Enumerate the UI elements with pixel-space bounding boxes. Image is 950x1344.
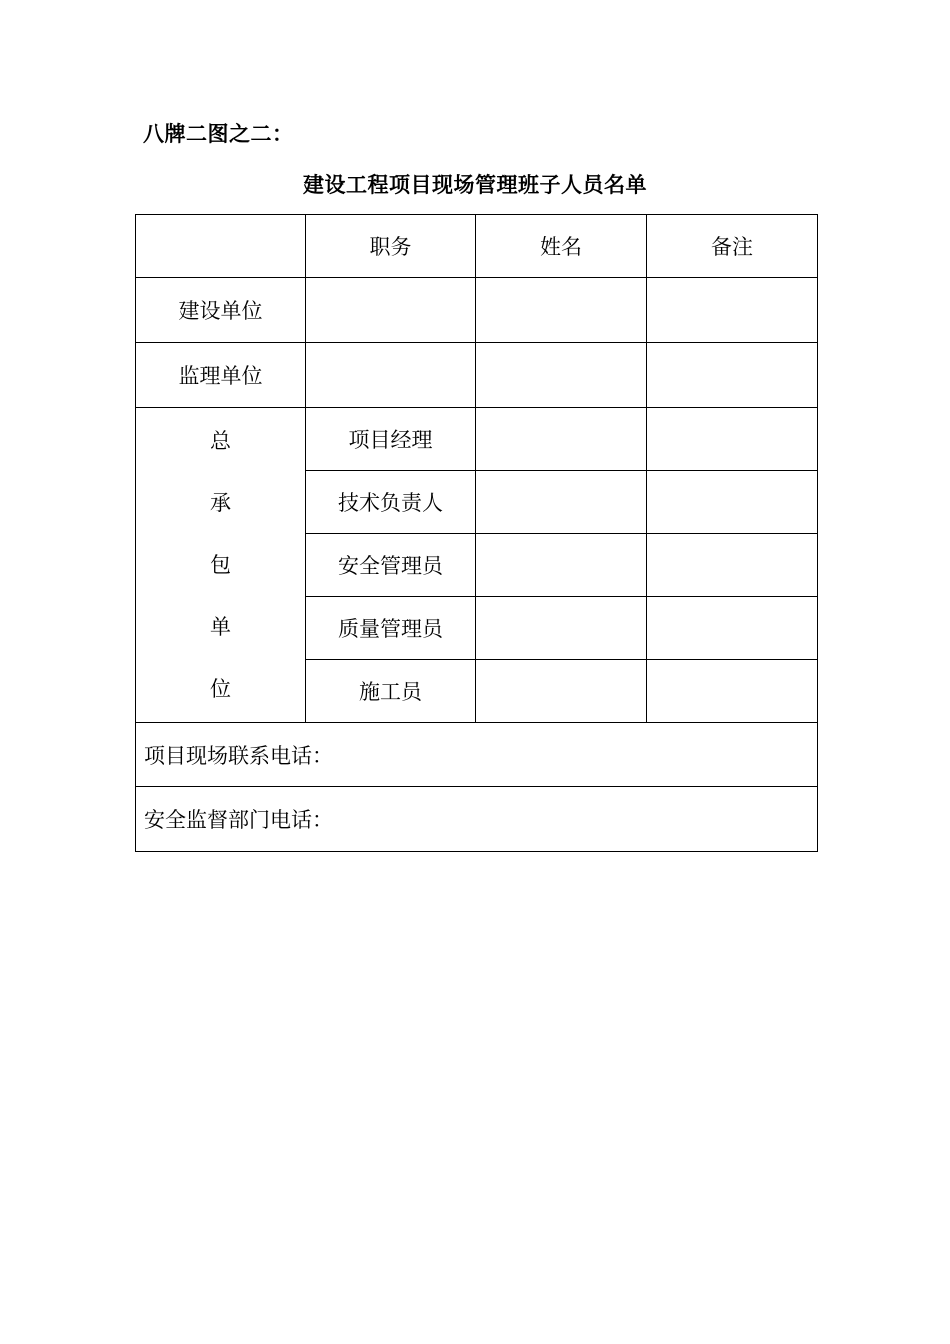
remarks-cell [647,408,818,471]
table-row-owner [136,278,818,343]
name-cell [476,597,647,660]
header-cell-blank [136,215,306,278]
vertical-unit-label [136,410,305,720]
name-cell [476,408,647,471]
safety-phone-label: 安全监督部门电话： [136,787,818,852]
header-cell-name: 姓名 [476,215,647,278]
role-cell-project-manager: 项目经理 [306,408,476,471]
remarks-cell [647,660,818,723]
remarks-cell [647,534,818,597]
name-cell [476,660,647,723]
unit-char: 包 [210,552,231,577]
table-row-site-phone [136,723,818,787]
table-row-contractor-1 [136,408,818,471]
remarks-cell [647,278,818,343]
remarks-cell [647,597,818,660]
table-row-safety-phone [136,787,818,852]
role-cell-technical-lead: 技术负责人 [306,471,476,534]
document-heading: 八牌二图之二： [143,122,294,146]
site-phone-label: 项目现场联系电话： [136,723,818,787]
unit-char: 承 [210,490,231,515]
table-header-row [136,215,818,278]
remarks-cell [647,343,818,408]
name-cell [476,534,647,597]
header-cell-position: 职务 [306,215,476,278]
position-cell [306,278,476,343]
name-cell [476,278,647,343]
unit-cell-contractor [136,408,306,723]
unit-char: 总 [210,428,231,453]
name-cell [476,343,647,408]
document-title: 建设工程项目现场管理班子人员名单 [303,173,647,197]
role-cell-quality-officer: 质量管理员 [306,597,476,660]
remarks-cell [647,471,818,534]
unit-char: 位 [210,676,231,701]
unit-cell-owner: 建设单位 [136,278,306,343]
position-cell [306,343,476,408]
name-cell [476,471,647,534]
table-row-supervisor [136,343,818,408]
unit-cell-supervisor: 监理单位 [136,343,306,408]
unit-char: 单 [210,614,231,639]
header-cell-remarks: 备注 [647,215,818,278]
personnel-table [135,214,818,852]
role-cell-safety-officer: 安全管理员 [306,534,476,597]
role-cell-constructor: 施工员 [306,660,476,723]
